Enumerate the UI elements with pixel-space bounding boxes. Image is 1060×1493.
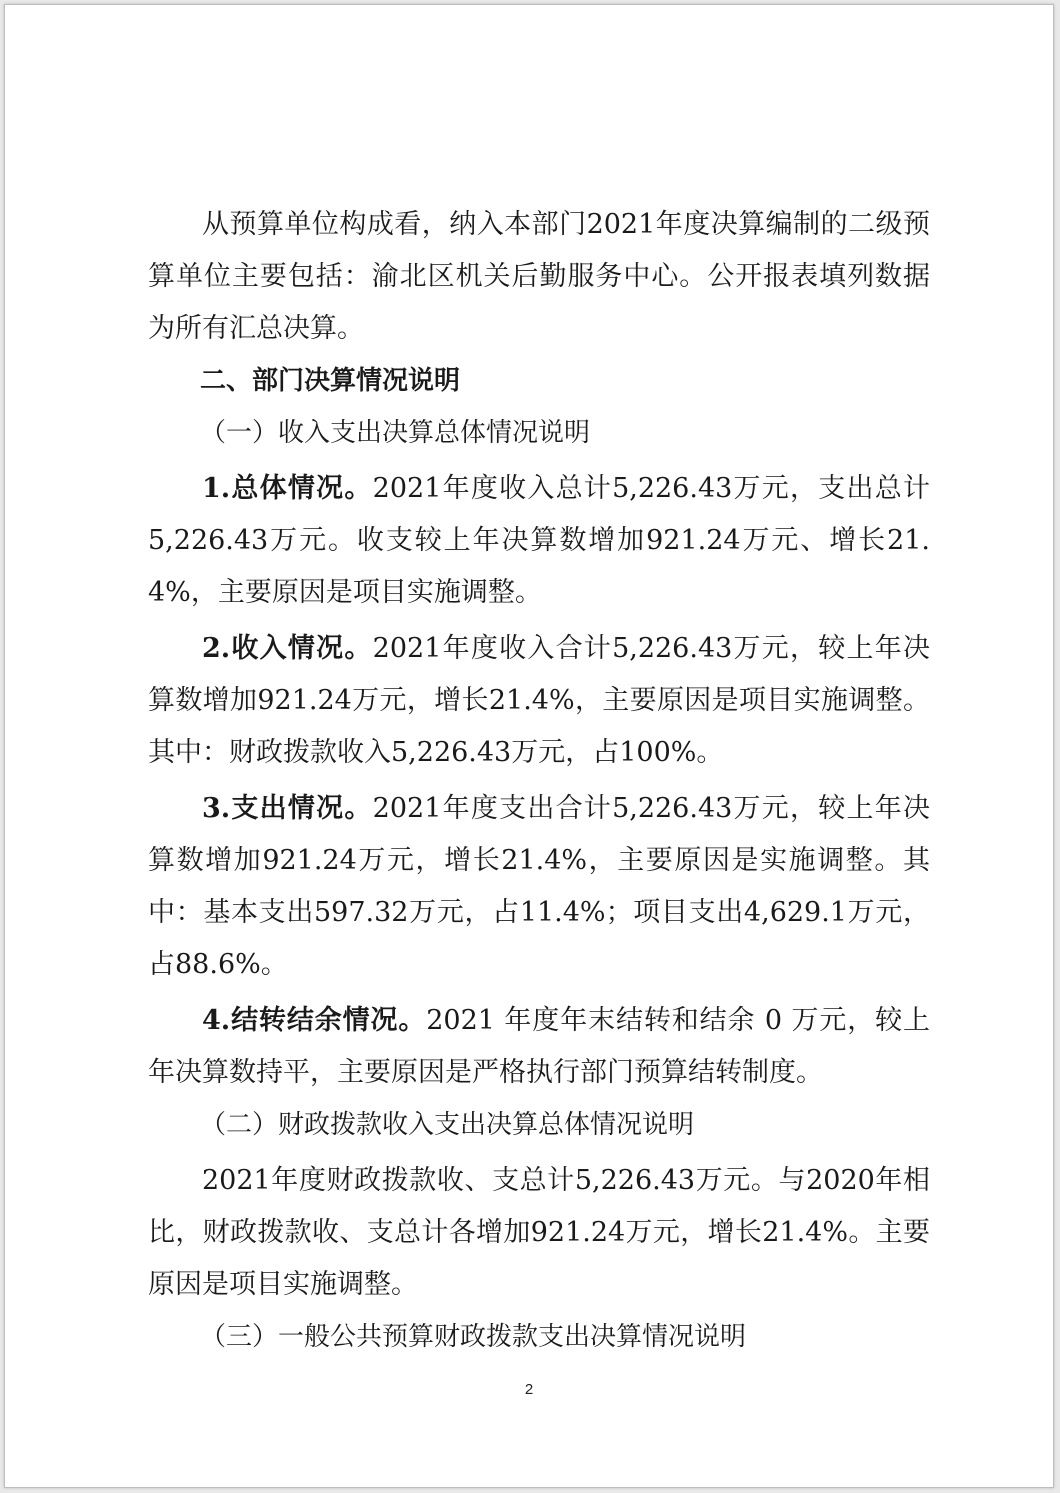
paragraph-lead-carryover: 4.结转结余情况。	[202, 1005, 427, 1036]
page-body	[148, 199, 930, 1363]
paragraph-fiscal-allocation: 2021年度财政拨款收、支总计5,226.43万元。与2020年相比，财政拨款收、支总计各增加921.24万元，增长21.4%。主要原因是项目实施调整。	[148, 1165, 930, 1300]
document-page	[4, 4, 1054, 1488]
page-number: 2	[524, 1381, 534, 1398]
paragraph-expense	[148, 783, 930, 991]
subsection-heading-income-expense-overall: （一）收入支出决算总体情况说明	[200, 418, 591, 448]
paragraph-budget-units: 从预算单位构成看，纳入本部门2021年度决算编制的二级预算单位主要包括：渝北区机关后勤服务中心。公开报表填列数据为所有汇总决算。	[148, 209, 930, 344]
paragraph-lead-income: 2.收入情况。	[202, 633, 373, 664]
subsection-heading-general-public-budget: （三）一般公共预算财政拨款支出决算情况说明	[200, 1322, 747, 1352]
paragraph-text-carryover: 2021 年度年末结转和结余 0 万元，较上年决算数持平，主要原因是严格执行部门预算结转制度。	[148, 1005, 931, 1088]
subsection-heading-fiscal-allocation: （二）财政拨款收入支出决算总体情况说明	[200, 1110, 695, 1140]
paragraph-lead-overall: 1.总体情况。	[202, 473, 373, 504]
paragraph-income	[148, 623, 930, 779]
paragraph-lead-expense: 3.支出情况。	[202, 793, 373, 824]
paragraph-overall	[148, 463, 930, 619]
paragraph-text-income: 2021年度收入合计5,226.43万元，较上年决算数增加921.24万元，增长21.4%，主要原因是项目实施调整。其中：财政拨款收入5,226.43万元，占100%。	[148, 633, 931, 768]
paragraph-text-expense: 2021年度支出合计5,226.43万元，较上年决算数增加921.24万元，增长21.4%，主要原因是实施调整。其中：基本支出597.32万元，占11.4%；项目支出4,629.1万元，占88.6%。	[148, 793, 931, 980]
paragraph-text-overall: 2021年度收入总计5,226.43万元，支出总计5,226.43万元。收支较上年决算数增加921.24万元、增长21.4%，主要原因是项目实施调整。	[148, 473, 931, 608]
paragraph-carryover	[148, 995, 930, 1099]
section-heading-department-accounts: 二、部门决算情况说明	[200, 366, 461, 396]
